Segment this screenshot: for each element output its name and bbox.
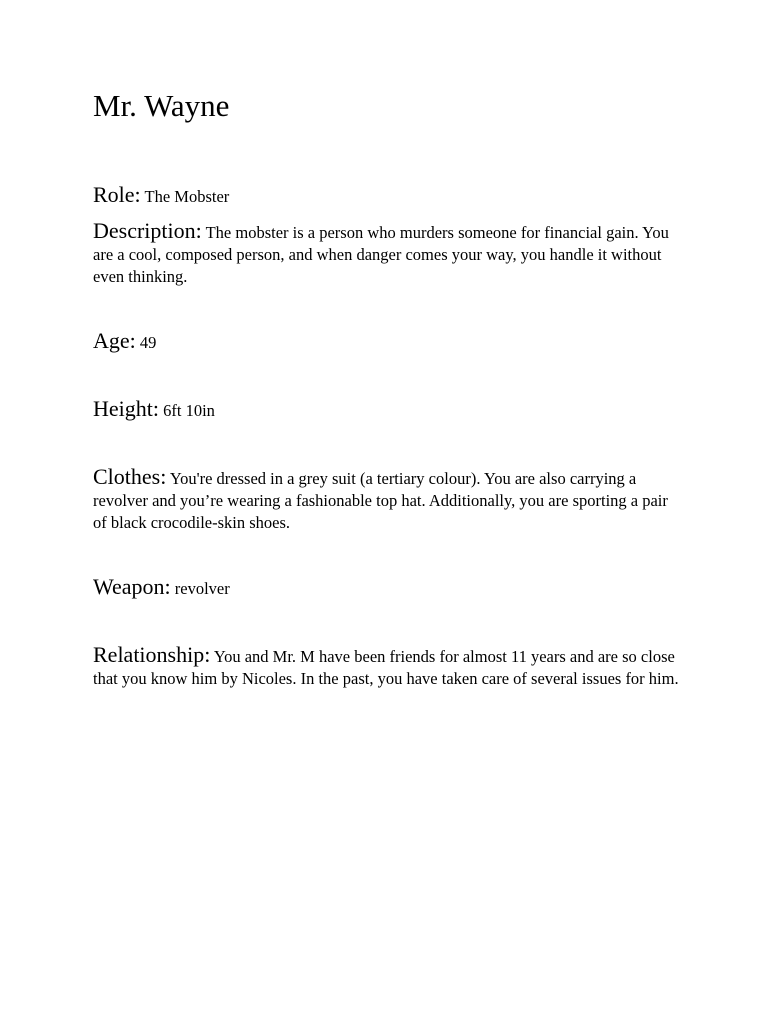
height-value: 6ft 10in xyxy=(163,401,215,420)
weapon-field xyxy=(93,576,683,600)
clothes-field xyxy=(93,466,683,534)
weapon-label: Weapon: xyxy=(93,574,171,599)
relationship-label: Relationship: xyxy=(93,642,211,667)
height-field xyxy=(93,398,683,422)
role-value: The Mobster xyxy=(144,187,230,206)
description-value: The mobster is a person who murders someone for financial gain. You are a cool, composed person, and when danger comes your way, you handle it without even thinking. xyxy=(93,223,669,286)
relationship-value: You and Mr. M have been friends for almost 11 years and are so close that you know him by Nicoles. In the past, you have taken care of several issues for him. xyxy=(93,647,679,688)
height-label: Height: xyxy=(93,396,159,421)
age-value: 49 xyxy=(139,333,157,352)
description-label: Description: xyxy=(93,218,202,243)
age-label: Age: xyxy=(93,328,136,353)
role-label: Role: xyxy=(93,182,141,207)
clothes-value: You're dressed in a grey suit (a tertiary colour). You are also carrying a revolver and you’re wearing a fashionable top hat. Additionally, you are sporting a pair of black crocodile-skin shoes. xyxy=(93,469,668,532)
description-field xyxy=(93,220,683,288)
role-field xyxy=(93,184,683,208)
weapon-value: revolver xyxy=(174,579,230,598)
page-title: Mr. Wayne xyxy=(93,88,230,123)
clothes-label: Clothes: xyxy=(93,464,167,489)
relationship-field xyxy=(93,644,683,690)
age-field xyxy=(93,330,683,354)
